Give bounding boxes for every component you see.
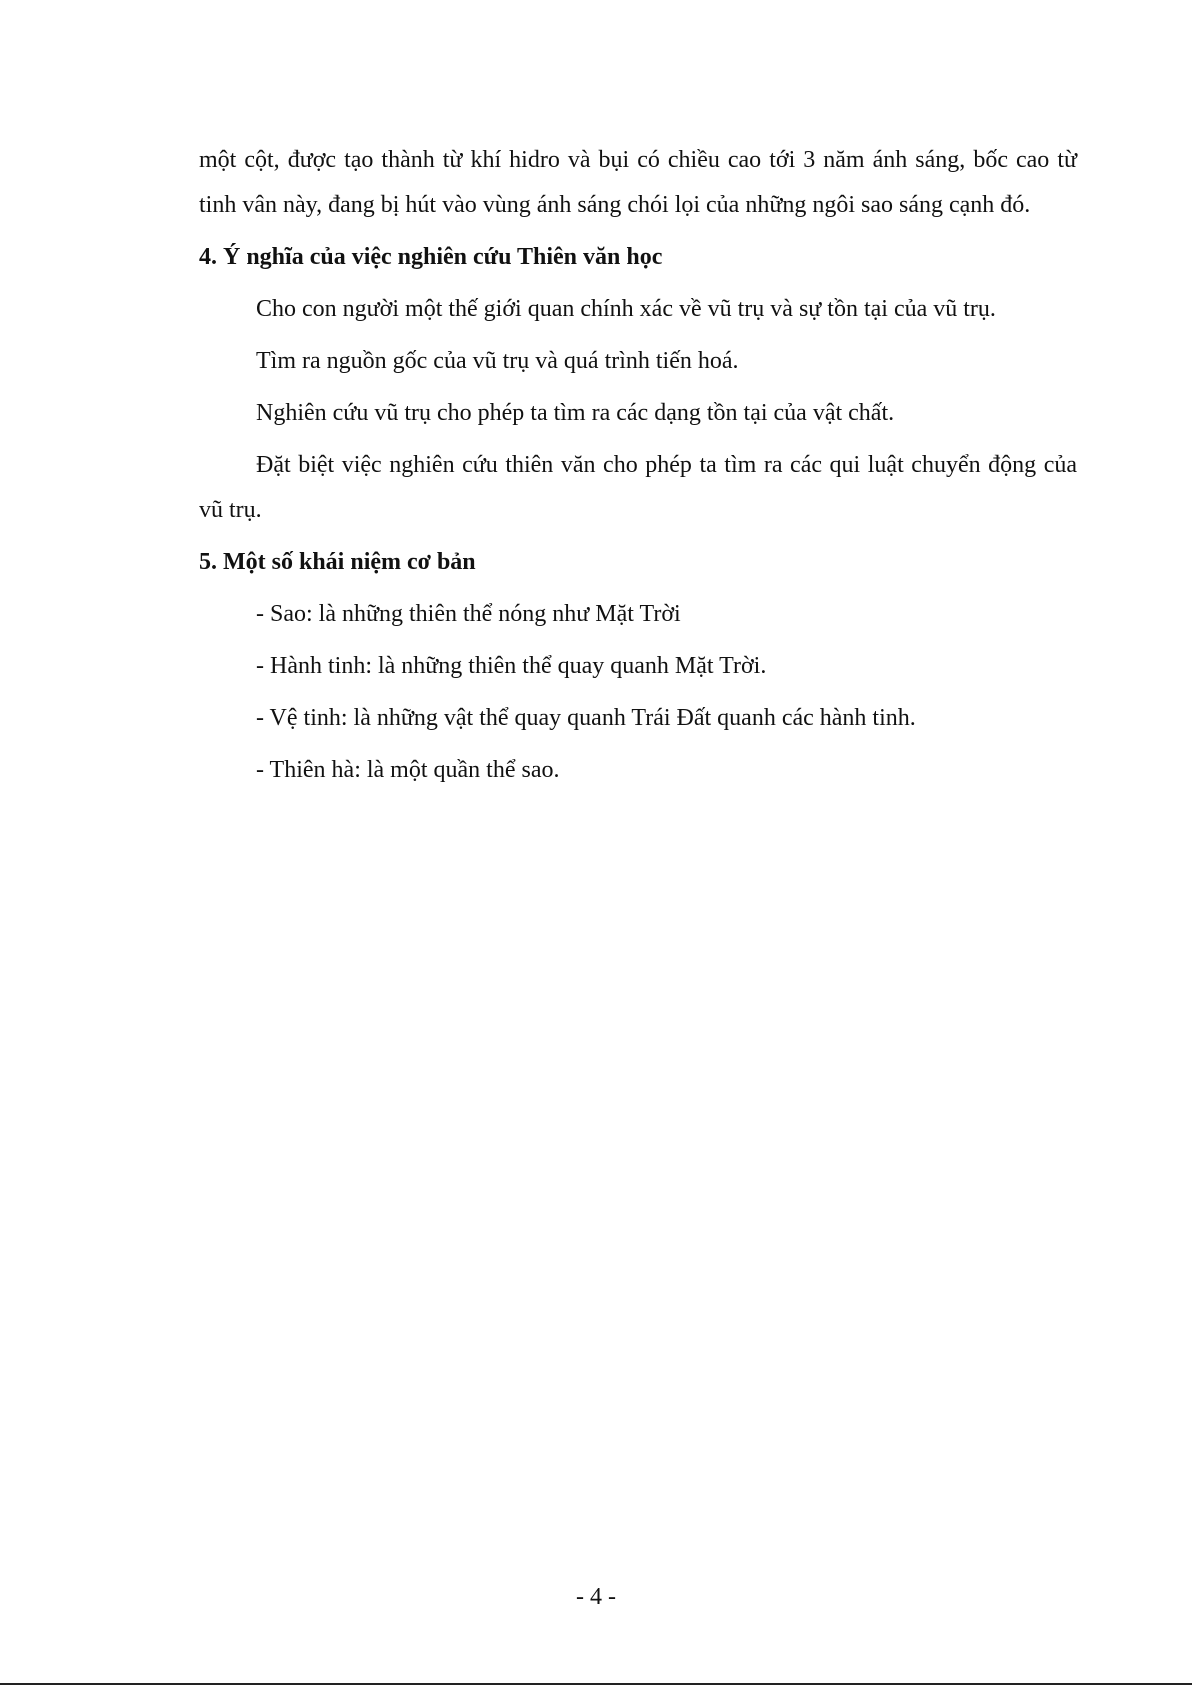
section-4-title: 4. Ý nghĩa của việc nghiên cứu Thiên văn học xyxy=(199,244,663,270)
section-5-title: 5. Một số khái niệm cơ bản xyxy=(199,549,476,575)
intro-paragraph: một cột, được tạo thành từ khí hidro và bụi có chiều cao tới 3 năm ánh sáng, bốc cao từ tinh vân này, đang bị hút vào vùng ánh sáng chói lọi của những ngôi sao sáng cạnh đó. xyxy=(199,147,1077,218)
section-4-paragraph-2: Tìm ra nguồn gốc của vũ trụ và quá trình tiến hoá. xyxy=(256,348,739,374)
definition-hanh-tinh: - Hành tinh: là những thiên thể quay quanh Mặt Trời. xyxy=(256,653,767,679)
definition-ve-tinh: - Vệ tinh: là những vật thể quay quanh Trái Đất quanh các hành tinh. xyxy=(256,705,916,731)
section-4-paragraph-1: Cho con người một thế giới quan chính xác về vũ trụ và sự tồn tại của vũ trụ. xyxy=(256,296,996,322)
page-number: - 4 - xyxy=(576,1584,616,1610)
definition-thien-ha: - Thiên hà: là một quần thể sao. xyxy=(256,757,560,783)
page-content xyxy=(199,138,1077,793)
section-4-paragraph-4: Đặt biệt việc nghiên cứu thiên văn cho phép ta tìm ra các qui luật chuyển động của vũ trụ. xyxy=(199,452,1077,523)
section-4-paragraph-3: Nghiên cứu vũ trụ cho phép ta tìm ra các dạng tồn tại của vật chất. xyxy=(256,400,895,426)
definition-sao: - Sao: là những thiên thể nóng như Mặt Trời xyxy=(256,601,681,627)
